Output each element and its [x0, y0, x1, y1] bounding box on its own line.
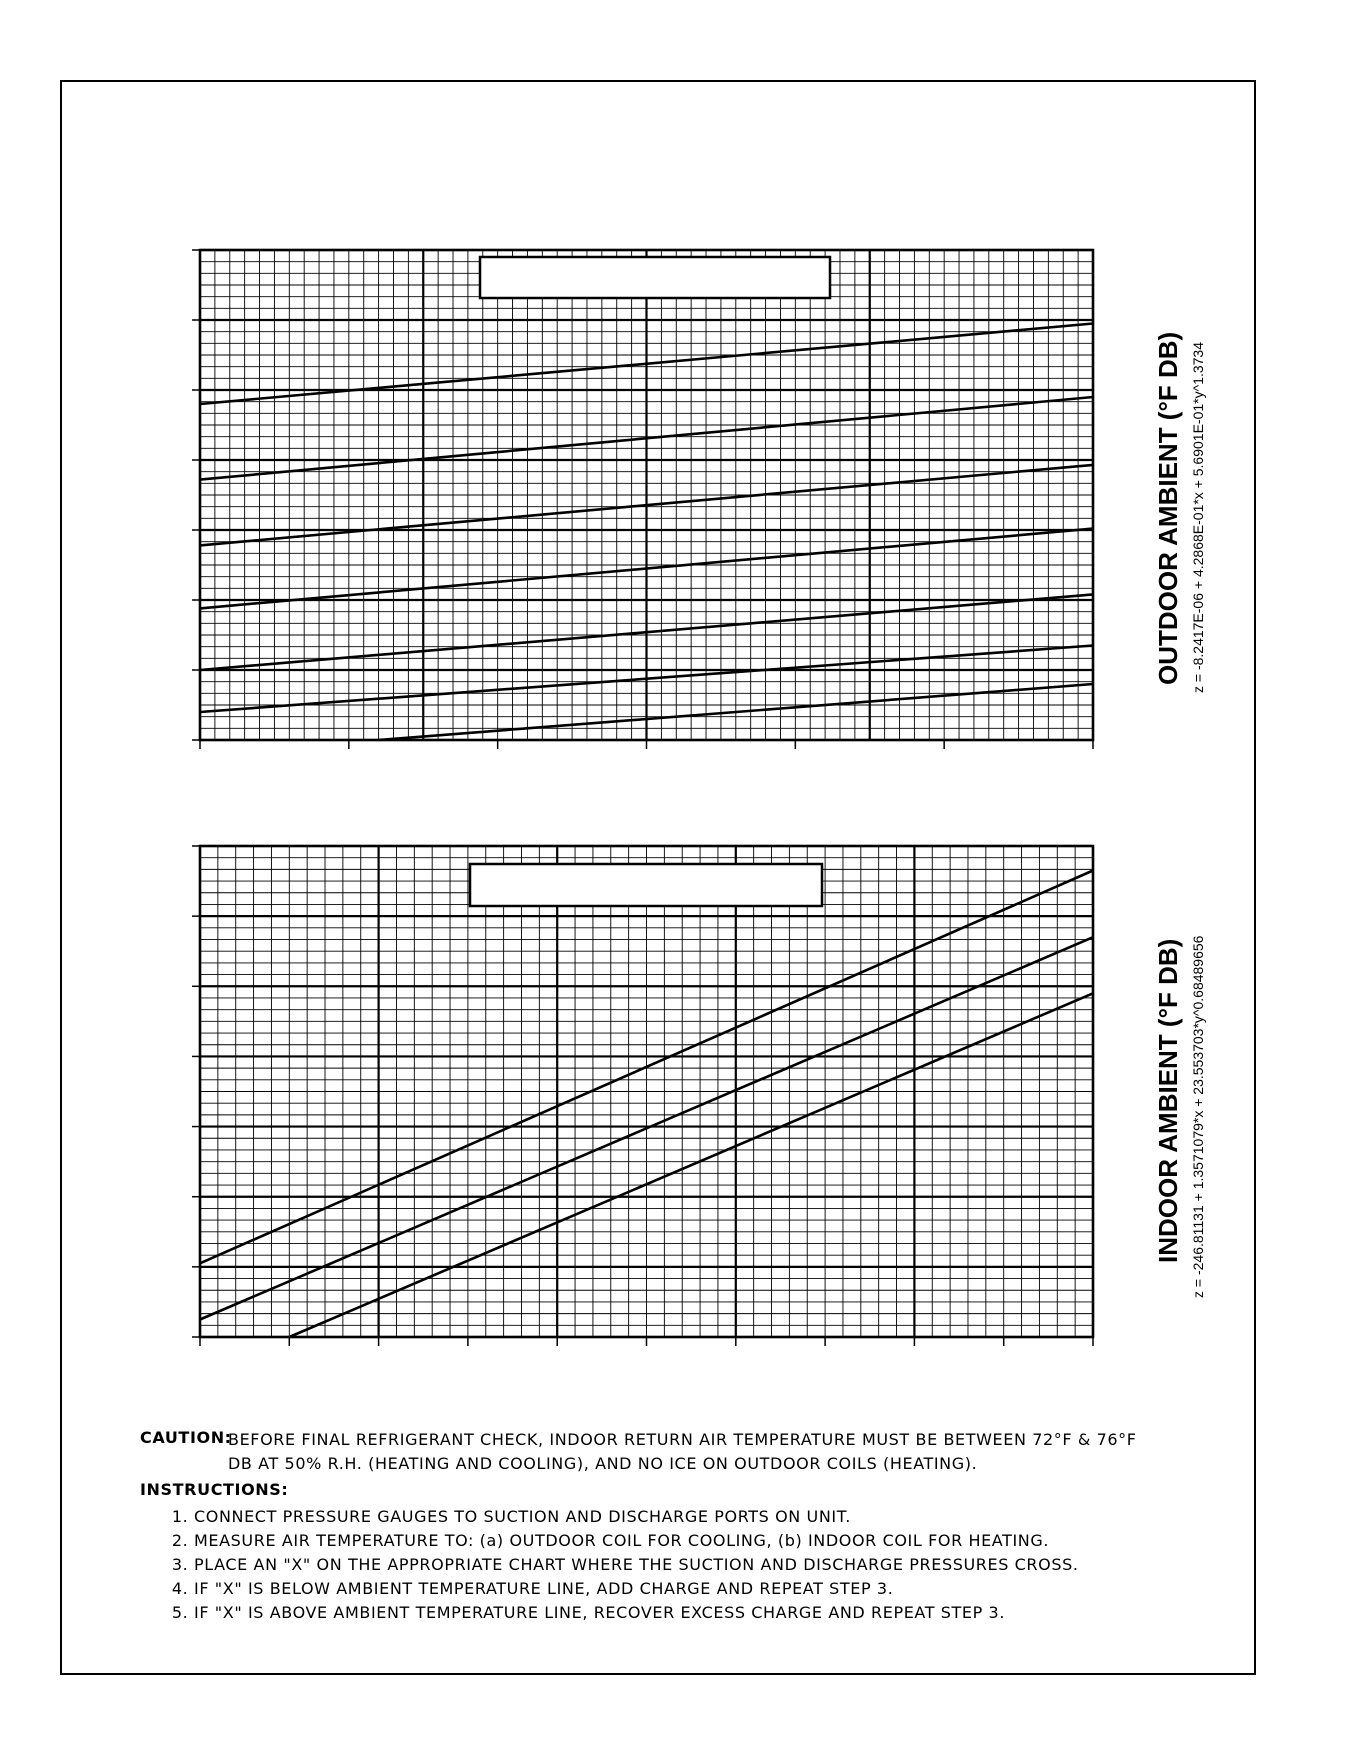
- caution-label: CAUTION:: [140, 1428, 232, 1447]
- indoor-equation: z = -246.81131 + 1.3571079*x + 23.553703*y^0.68489656: [1190, 935, 1206, 1298]
- caution-row: [140, 1428, 1240, 1476]
- chart0-legend-box: [480, 257, 830, 298]
- caution-line-2: DB AT 50% R.H. (HEATING AND COOLING), AND NO ICE ON OUTDOOR COILS (HEATING).: [228, 1454, 978, 1473]
- instruction-step-5: 5. IF "X" IS ABOVE AMBIENT TEMPERATURE LINE, RECOVER EXCESS CHARGE AND REPEAT STEP 3.: [194, 1601, 1240, 1625]
- outdoor-ambient-label: OUTDOOR AMBIENT (°F DB): [1153, 331, 1183, 685]
- outdoor-equation: z = -8.2417E-06 + 4.2868E-01*x + 5.6901E-01*y^1.3734: [1190, 342, 1206, 693]
- instruction-step-1: 1. CONNECT PRESSURE GAUGES TO SUCTION AND DISCHARGE PORTS ON UNIT.: [194, 1505, 1240, 1529]
- instructions-list: [140, 1505, 1240, 1625]
- instruction-step-4: 4. IF "X" IS BELOW AMBIENT TEMPERATURE LINE, ADD CHARGE AND REPEAT STEP 3.: [194, 1577, 1240, 1601]
- instruction-step-3: 3. PLACE AN "X" ON THE APPROPRIATE CHART WHERE THE SUCTION AND DISCHARGE PRESSURES CROSS.: [194, 1553, 1240, 1577]
- indoor-ambient-label: INDOOR AMBIENT (°F DB): [1153, 938, 1183, 1263]
- instructions-block: [140, 1428, 1240, 1625]
- instruction-step-2: 2. MEASURE AIR TEMPERATURE TO: (a) OUTDOOR COIL FOR COOLING, (b) INDOOR COIL FOR HEATING.: [194, 1529, 1240, 1553]
- instructions-title: INSTRUCTIONS:: [140, 1480, 289, 1499]
- chart1-legend-box: [470, 864, 822, 906]
- caution-text: [228, 1428, 1137, 1476]
- caution-line-1: BEFORE FINAL REFRIGERANT CHECK, INDOOR RETURN AIR TEMPERATURE MUST BE BETWEEN 72°F & 76°F: [228, 1430, 1137, 1449]
